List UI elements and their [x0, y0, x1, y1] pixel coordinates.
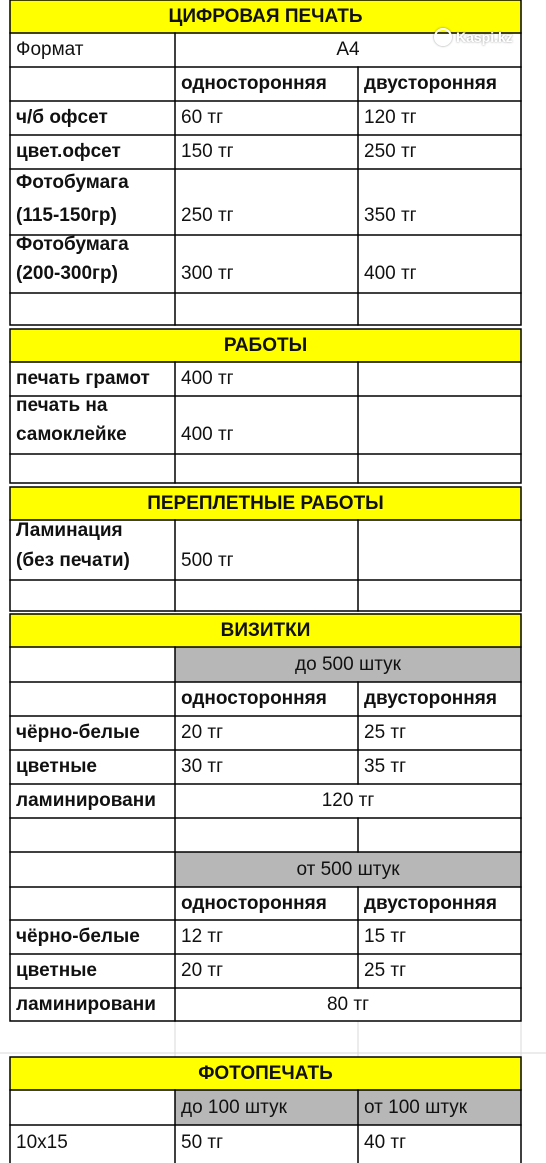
col-up-to-100: до 100 штук: [181, 1096, 287, 1118]
price-two-sided: 15 тг: [364, 926, 407, 947]
row-name-line2: самоклейке: [16, 425, 127, 445]
col-one-sided: односторонняя: [181, 688, 327, 709]
price-two-sided: 400 тг: [364, 263, 417, 284]
price-two-sided: 250 тг: [364, 141, 417, 162]
price-one-sided: 12 тг: [181, 926, 224, 947]
section-title-photo-print: ФОТОПЕЧАТЬ: [198, 1062, 333, 1084]
row-name-line1: Фотобумага: [16, 235, 129, 255]
section-title-binding: ПЕРЕПЛЕТНЫЕ РАБОТЫ: [147, 492, 384, 514]
row-name: ламинировани: [16, 993, 156, 1015]
price-two-sided: 120 тг: [364, 107, 417, 128]
price-one-sided: 60 тг: [181, 107, 224, 128]
row-name: чёрно-белые: [16, 722, 140, 743]
col-two-sided: двусторонняя: [364, 688, 497, 709]
price: 80 тг: [326, 993, 370, 1015]
col-one-sided: односторонняя: [181, 73, 327, 94]
col-two-sided: двусторонняя: [364, 892, 497, 914]
section-title-works: РАБОТЫ: [223, 334, 308, 356]
price-one-sided: 300 тг: [181, 263, 234, 284]
row-name: ч/б офсет: [16, 107, 108, 128]
price-one-sided: 250 тг: [181, 205, 234, 226]
row-name-line1: печать на: [16, 396, 108, 416]
section-title-digital-print: ЦИФРОВАЯ ПЕЧАТЬ: [168, 5, 363, 27]
row-name-line1: Фотобумага: [16, 172, 129, 193]
row-name-line2: (200-300гр): [16, 264, 118, 284]
price: 400 тг: [181, 424, 234, 445]
section-title-business-cards: ВИЗИТКИ: [220, 619, 311, 641]
price-one-sided: 150 тг: [181, 141, 234, 162]
price-two-sided: 350 тг: [364, 205, 417, 226]
quantity-range: от 500 штук: [296, 858, 400, 880]
price-one-sided: 20 тг: [181, 722, 224, 743]
price: 500 тг: [181, 550, 234, 571]
row-name: чёрно-белые: [16, 926, 140, 947]
format-value: А4: [336, 39, 360, 60]
price-two-sided: 25 тг: [364, 960, 407, 981]
row-name-line2: (115-150гр): [16, 205, 117, 226]
price: 120 тг: [321, 790, 375, 811]
col-from-100: от 100 штук: [364, 1096, 468, 1118]
row-name-line1: Ламинация: [16, 520, 123, 541]
row-name-line2: (без печати): [16, 550, 130, 571]
row-name: цветные: [16, 756, 98, 777]
price-one-sided: 20 тг: [181, 960, 224, 981]
photo-size: 10х15: [16, 1132, 68, 1153]
row-name: ламинировани: [16, 790, 156, 811]
row-name: цвет.офсет: [16, 141, 121, 162]
col-one-sided: односторонняя: [181, 892, 327, 914]
format-label: Формат: [16, 39, 84, 60]
price-two-sided: 25 тг: [364, 722, 407, 743]
price-one-sided: 30 тг: [181, 756, 224, 777]
watermark-text: Kaspi.kz: [456, 29, 513, 45]
row-name: цветные: [16, 960, 98, 981]
price-up-to-100: 50 тг: [181, 1132, 224, 1153]
row-name: печать грамот: [16, 368, 150, 389]
price-two-sided: 35 тг: [364, 756, 407, 777]
price-from-100: 40 тг: [364, 1132, 407, 1153]
quantity-range: до 500 штук: [295, 653, 401, 675]
col-two-sided: двусторонняя: [364, 73, 497, 94]
price: 400 тг: [181, 368, 234, 389]
